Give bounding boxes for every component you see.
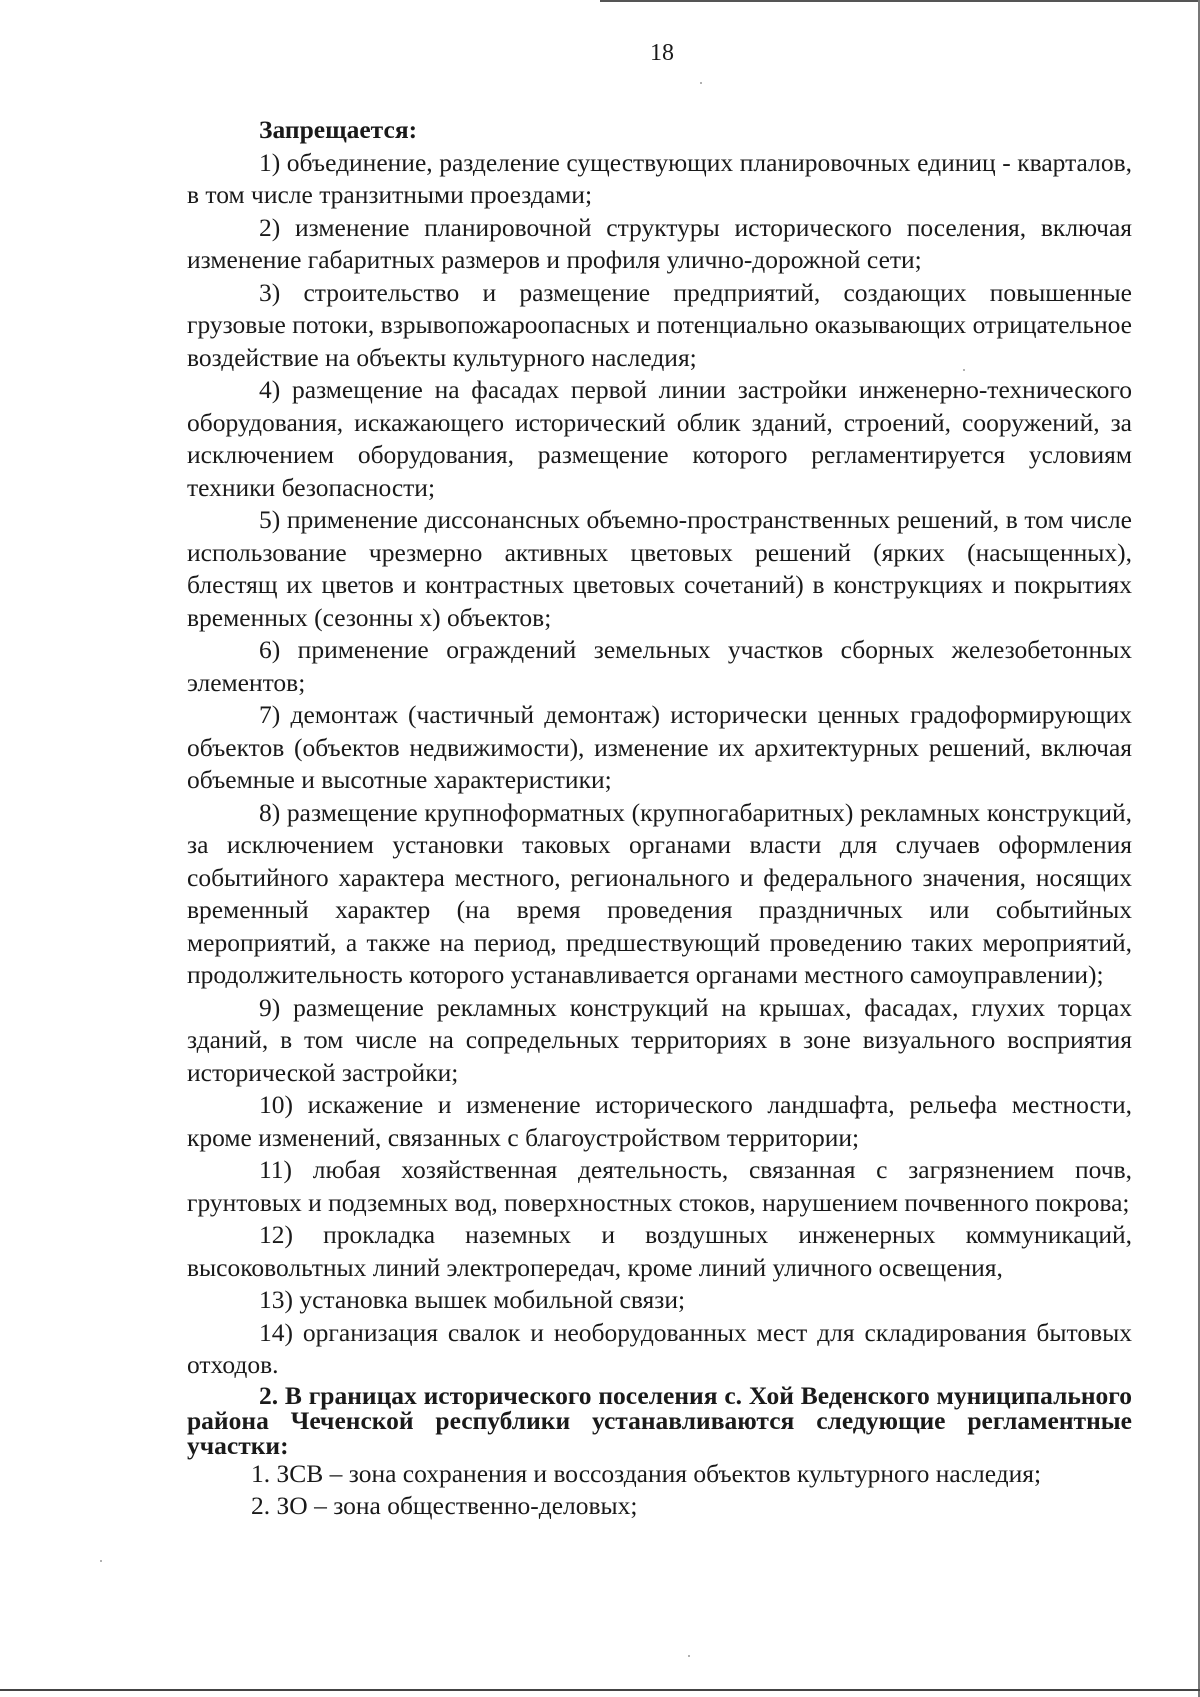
prohibition-item-1: 1) объединение, разделение существующих планировочных единиц - кварталов, в том числе транзитными проездами; [187,147,1132,209]
prohibition-item-5: 5) применение диссонансных объемно-пространственных решений, в том числе использование чрезмерно активных цветовых решений (ярких (насыщенных), блестящ их цветов и контрастных цветовых сочетаний) в конструкциях и покрытиях временных (сезонны х) объектов; [187,505,1132,632]
prohibition-item-6: 6) применение ограждений земельных участков сборных железобетонных элементов; [187,635,1132,697]
prohibition-item-13: 13) установка вышек мобильной связи; [259,1285,686,1314]
scan-edge-top [600,0,1200,2]
prohibition-item-11: 11) любая хозяйственная деятельность, связанная с загрязнением почв, грунтовых и подземных вод, поверхностных стоков, нарушением почвенного покрова; [187,1155,1132,1217]
prohibition-item-12: 12) прокладка наземных и воздушных инженерных коммуникаций, высоковольтных линий электропередач, кроме линий уличного освещения, [187,1220,1132,1282]
prohibition-item-7: 7) демонтаж (частичный демонтаж) исторически ценных градоформирующих объектов (объектов недвижимости), изменение их архитектурных решений, включая объемные и высотные характеристики; [187,700,1132,794]
scan-speck [688,1655,690,1657]
prohibition-item-14: 14) организация свалок и необорудованных мест для складирования бытовых отходов. [187,1317,1132,1379]
prohibition-item-2: 2) изменение планировочной структуры исторического поселения, включая изменение габаритных размеров и профиля улично-дорожной сети; [187,212,1132,274]
scan-speck [100,1560,102,1562]
scan-edge-bottom [0,1689,1200,1691]
page-number: 18 [650,40,674,66]
section-2-paragraph: 2. В границах исторического поселения с. Хой Веденского муниципального района Чеченской республики устанавливаются следующие регламентные участки: [187,1380,1132,1460]
document-body [187,114,1132,1523]
prohibition-item-10: 10) искажение и изменение исторического ландшафта, рельефа местности, кроме изменений, связанных с благоустройством территории; [187,1090,1132,1152]
prohibition-item-9: 9) размещение рекламных конструкций на крышах, фасадах, глухих торцах зданий, в том числе на сопредельных территориях в зоне визуального восприятия исторической застройки; [187,992,1132,1087]
scan-speck [700,82,702,84]
zone-item-1: 1. ЗСВ – зона сохранения и воссоздания объектов культурного наследия; [251,1458,1042,1488]
prohibition-item-4: 4) размещение на фасадах первой линии застройки инженерно-технического оборудования, искажающего исторический облик зданий, строений, сооружений, за исключением оборудования, размещение которого регламентируется условиям техники безопасности; [187,375,1132,502]
prohibitions-heading: Запрещается: [259,115,418,144]
prohibition-item-3: 3) строительство и размещение предприятий, создающих повышенные грузовые потоки, взрывопожароопасных и потенциально оказывающих отрицательное воздействие на объекты культурного наследия; [187,277,1132,372]
prohibition-item-8: 8) размещение крупноформатных (крупногабаритных) рекламных конструкций, за исключением установки таковых органами власти для случаев оформления событийного характера местного, регионального и федерального значения, носящих временный характер (на время проведения праздничных или событийных мероприятий, а также на период, предшествующий проведению таких мероприятий, продолжительность которого устанавливается органами местного самоуправлении); [187,797,1132,989]
zone-item-2: 2. ЗО – зона общественно-деловых; [251,1491,638,1520]
